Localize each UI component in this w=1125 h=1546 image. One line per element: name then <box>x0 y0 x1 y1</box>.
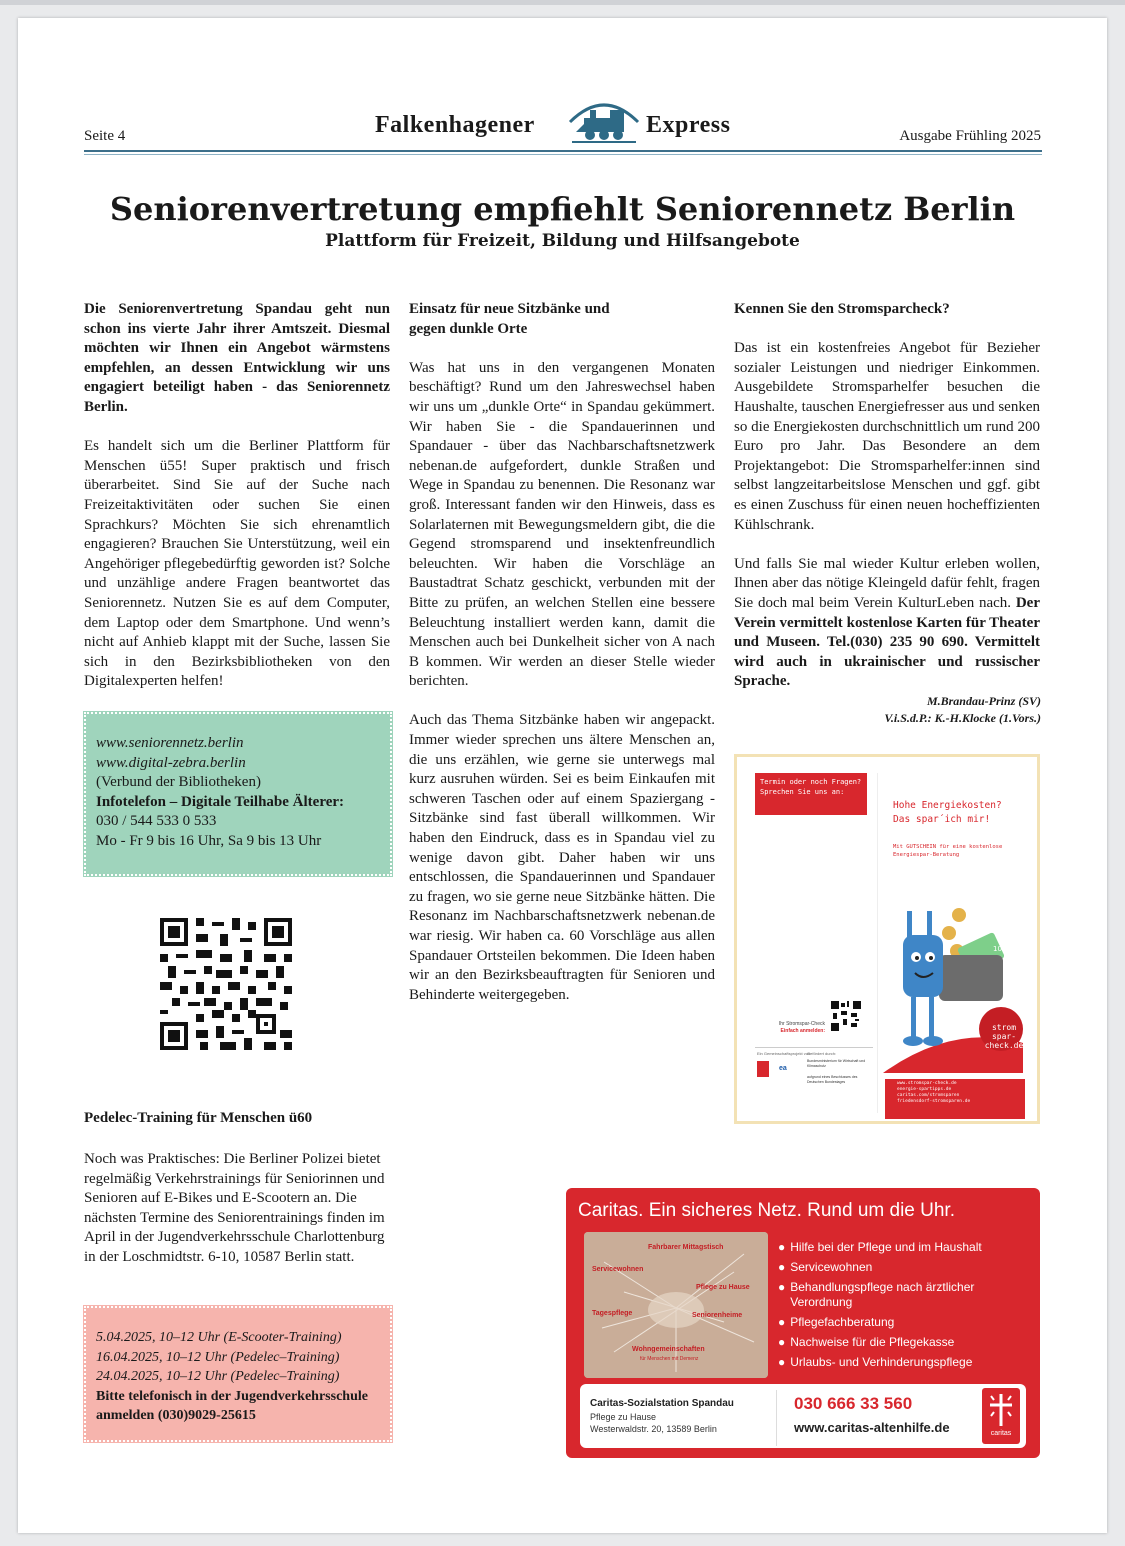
article-title: Seniorenvertretung empfiehlt Seniorennetz Berlin <box>109 190 1016 228</box>
lead-paragraph: Die Seniorenvertretung Spandau geht nun schon ins vierte Jahr ihrer Amtszeit. Diesmal möchten wir Ihnen ein Angebot wärmstens empfehlen, an dessen Entwicklung wir uns engagiert beteiligt haben - das Seniorennetz Berlin. <box>84 301 390 415</box>
dunkle-orte-paragraph: Was hat uns in den vergangenen Monaten beschäftigt? Rund um den Jahreswechsel haben wir uns um „dunkle Orte“ in Spandau gekümmert. Wir haben Sie - die Spandauerinnen und Spandauer - über das Nachbarschaftsnetzwerk nebenan.de aufgefordert, dunkle Straßen und Wege in Spandau zu benennen. Die Resonanz war groß. Interessant fanden wir den Hinweis, dass es Solarlaternen mit Bewegungsmeldern gibt, die die Gegend stromsparend und insektenfreundlich beleuchten. Wir haben die Vorschläge an Baustadtrat Schatz geschickt, verbunden mit der Bitte zu prüfen, an welchen Stellen eine bessere Beleuchtung installiert werden kann, damit die Menschen auch bei Dunkelheit sicher von A nach B kommen. Wir werden an dieser Stelle wieder berichten. <box>409 359 715 690</box>
flyer-subline: Mit GUTSCHEIN für eine kostenlose Energiespar-Beratung <box>893 844 1003 858</box>
caritas-headline: Caritas. Ein sicheres Netz. Rund um die Uhr. <box>578 1200 955 1221</box>
header-rule <box>84 150 1042 152</box>
stromspar-paragraph: Das ist ein kostenfreies Angebot für Bezieher sozialer Leistungen und niedriger Einkommen. Ausgebildete Stromsparhelfer besuchen die Haushalte, tauschen Energiefresser aus und senken so die Energiekosten durchschnittlich um rund 200 Euro pro Jahr. Das Besondere an dem Projektangebot: Die Stromsparhelfer:innen sind selbst langzeitarbeitslose Menschen und ggf. gibt es einen Zuschuss für einen neuen hocheffizienten Kühlschrank. <box>734 340 1040 533</box>
info-box <box>84 712 392 876</box>
photo-label: Fahrbarer Mittagstisch <box>648 1244 724 1251</box>
photo-label: Seniorenheime <box>692 1312 743 1319</box>
stromspar-heading: Kennen Sie den Stromsparcheck? <box>734 301 950 317</box>
caritas-flame-cross-icon <box>982 1388 1020 1432</box>
station-sub: Pflege zu Hause <box>590 1412 657 1422</box>
caritas-logo-text: caritas <box>990 1430 1012 1437</box>
flyer-divider <box>755 1047 873 1048</box>
flyer-org-label: Ein Gemeinschaftsprojekt von: <box>757 1051 812 1056</box>
sitzbaenke-paragraph: Auch das Thema Sitzbänke haben wir angepackt. Immer wieder sprechen uns ältere Menschen an, die uns erzählen, wie gerne sie unterwegs mal kurz ausruhen würden. Sei es beim Einkaufen mit schweren Taschen oder auf einem Spaziergang - Sitzbänke sind fast überall willkommen. Wir haben den Eindruck, dass es in Spandau viel zu wenige davon gibt. Daher haben wir uns entschlossen, die Spandauerinnen und Spandauer zu fragen, wo sie gerne neue Sitzbänke hätten. Die Resonanz im Nachbarschaftsnetzwerk nebenan.de war riesig. Wir haben ca. 60 Vorschläge aus allen Spandauer Ortsteilen bekommen. Die Ideen haben wir an den Bezirksbeauftragten für Senioren und Behinderte weitergegeben. <box>409 712 715 1003</box>
service-item: ● Hilfe bei der Pflege und im Haushalt <box>778 1240 982 1254</box>
flyer-badge: strom spar- check.de <box>984 1023 1024 1050</box>
hotline-hours: Mo - Fr 9 bis 16 Uhr, Sa 9 bis 13 Uhr <box>96 832 322 849</box>
flyer-funder-label: Gefördert durch: <box>807 1051 837 1056</box>
service-label: Hilfe bei der Pflege und im Haushalt <box>790 1240 982 1254</box>
stromspar-flyer <box>734 754 1040 1124</box>
photo-label: Wohngemeinschaften <box>632 1346 705 1353</box>
signature-author: M.Brandau-Prinz (SV) <box>926 694 1041 708</box>
kultur-paragraph: Und falls Sie mal wieder Kultur erleben wollen, Ihnen aber das nötige Kleingeld dafür fehlt, fragen Sie doch mal beim Verein KulturLeben nach. <box>734 555 1040 611</box>
pedelec-paragraph: Noch was Praktisches: Die Berliner Polizei bietet regelmäßig Verkehrstrainings für Seniorinnen und Senioren auf E-Bikes und E-Scootern an. Die nächsten Termine des Seniorentrainings finden im April in der Jugendverkehrsschule Charlottenburg in der Loschmidtstr. 6-10, 10587 Berlin statt. <box>84 1151 385 1265</box>
service-label: Pflegefachberatung <box>790 1315 895 1329</box>
date-item: 5.04.2025, 10–12 Uhr (E-Scooter-Training) <box>96 1330 342 1345</box>
service-item: ● Nachweise für die Pflegekasse <box>778 1335 955 1349</box>
coin-value: 100 <box>993 945 1007 953</box>
qr-code-icon[interactable] <box>160 918 292 1050</box>
signature-visdp: V.i.S.d.P.: K.-H.Klocke (1.Vors.) <box>884 711 1041 725</box>
issue-label: Ausgabe Frühling 2025 <box>899 128 1041 144</box>
page-number: Seite 4 <box>84 128 126 144</box>
flyer-banner: Termin oder noch Fragen? Sprechen Sie uns an: <box>755 773 867 815</box>
photo-label: Tagespflege <box>592 1310 633 1317</box>
caritas-logo-icon <box>982 1388 1020 1444</box>
flyer-headline: Hohe Energiekosten? Das spar´ich mir! <box>893 800 1002 825</box>
pedelec-heading: Pedelec-Training für Menschen ü60 <box>84 1110 313 1126</box>
caritas-photo <box>584 1232 768 1378</box>
train-logo-icon <box>566 94 642 148</box>
brand-right: Express <box>646 112 731 138</box>
service-label: Urlaubs- und Verhinderungspflege <box>790 1355 973 1369</box>
service-label: Nachweise für die Pflegekasse <box>790 1335 955 1349</box>
brand-left: Falkenhagener <box>375 112 535 138</box>
flyer-check-cta: Einfach anmelden: <box>780 1028 825 1034</box>
caritas-web[interactable]: www.caritas-altenhilfe.de <box>794 1420 950 1435</box>
date-item: 24.04.2025, 10–12 Uhr (Pedelec–Training) <box>96 1369 340 1385</box>
photo-sublabel: für Menschen mit Demenz <box>640 1356 699 1362</box>
flyer-check-label: Ihr Stromspar-Check <box>778 1021 825 1027</box>
service-item: ● Behandlungspflege nach ärztlicher Verordnung <box>778 1280 1034 1310</box>
column-1 <box>84 300 390 711</box>
kultur-bold: Der Verein vermittelt kostenlose Karten für Theater und Museen. Tel.(030) 235 90 690. Vermittelt wird auch in ukrainischer und russischer Sprache. <box>734 594 1040 690</box>
service-item: ● Servicewohnen <box>778 1260 873 1274</box>
pedelec-dates-box <box>84 1306 392 1442</box>
flyer-urls: www.stromspar-check.de energie-spartipps.de caritas.com/stromsparen friedensdorf-stromsparen.de <box>897 1081 971 1104</box>
date-item: 16.04.2025, 10–12 Uhr (Pedelec–Training) <box>96 1349 340 1365</box>
caritas-services <box>778 1240 1034 1375</box>
link-seniorennetz[interactable]: www.seniorennetz.berlin <box>96 735 244 751</box>
article-subtitle: Plattform für Freizeit, Bildung und Hilfsangebote <box>325 231 800 251</box>
info-note: (Verbund der Bibliotheken) <box>96 774 261 791</box>
flyer-qr-icon[interactable] <box>831 1001 861 1031</box>
service-item: ● Pflegefachberatung <box>778 1315 895 1329</box>
link-digital-zebra[interactable]: www.digital-zebra.berlin <box>96 754 246 771</box>
register-note: Bitte telefonisch in der Jugendverkehrsschule anmelden (030)9029-25615 <box>96 1388 368 1424</box>
hotline-phone: 030 / 544 533 0 533 <box>96 813 217 830</box>
body-paragraph: Es handelt sich um die Berliner Plattform für Menschen ü55! Super praktisch und frisch überarbeitet. Sind Sie auf der Suche nach Freizeitaktivitäten oder suchen Sie einen Sprachkurs? Möchten Sie sich ehrenamtlich engagieren? Brauchen Sie Unterstützung, weil ein Angehöriger pflegebedürftig geworden ist? Solche und unzählige andere Fragen beantwortet das Seniorennetz. Nutzen Sie es auf dem Computer, dem Laptop oder dem Smartphone. Und wenn’s nicht auf Anhieb klappt mit der Suche, lassen Sie sich in den Bezirksbibliotheken von den Digitalexperten helfen! <box>84 438 390 690</box>
service-label: Behandlungspflege nach ärztlicher Verordnung <box>790 1280 975 1309</box>
eaz-logo-icon: ea <box>779 1065 787 1072</box>
sitzbaenke-heading: Einsatz für neue Sitzbänke und gegen dunkle Orte <box>409 301 610 337</box>
station-address: Westerwaldstr. 20, 13589 Berlin <box>590 1424 717 1434</box>
caritas-ad <box>566 1188 1040 1458</box>
station-name: Caritas-Sozialstation Spandau <box>590 1398 734 1409</box>
hotline-label: Infotelefon – Digitale Teilhabe Älterer: <box>96 793 345 810</box>
service-item: ● Urlaubs- und Verhinderungspflege <box>778 1355 973 1369</box>
caritas-phone[interactable]: 030 666 33 560 <box>794 1394 913 1413</box>
column-2 <box>409 300 715 1025</box>
column-3 <box>734 300 1040 692</box>
pedelec-body <box>84 1150 390 1287</box>
caritas-contact-card <box>580 1384 1026 1448</box>
flyer-initiative: aufgrund eines Beschlusses des Deutschen Bundestages <box>807 1075 858 1084</box>
contact-divider <box>776 1390 777 1446</box>
header-rule-thin <box>84 154 1042 155</box>
flyer-ministry: Bundesministerium für Wirtschaft und Klimaschutz <box>807 1059 866 1068</box>
photo-label: Servicewohnen <box>592 1266 644 1273</box>
caritas-mini-logo-icon <box>757 1061 769 1077</box>
newspaper-page <box>18 18 1107 1533</box>
photo-label: Pflege zu Hause <box>696 1284 750 1291</box>
service-label: Servicewohnen <box>790 1260 873 1274</box>
